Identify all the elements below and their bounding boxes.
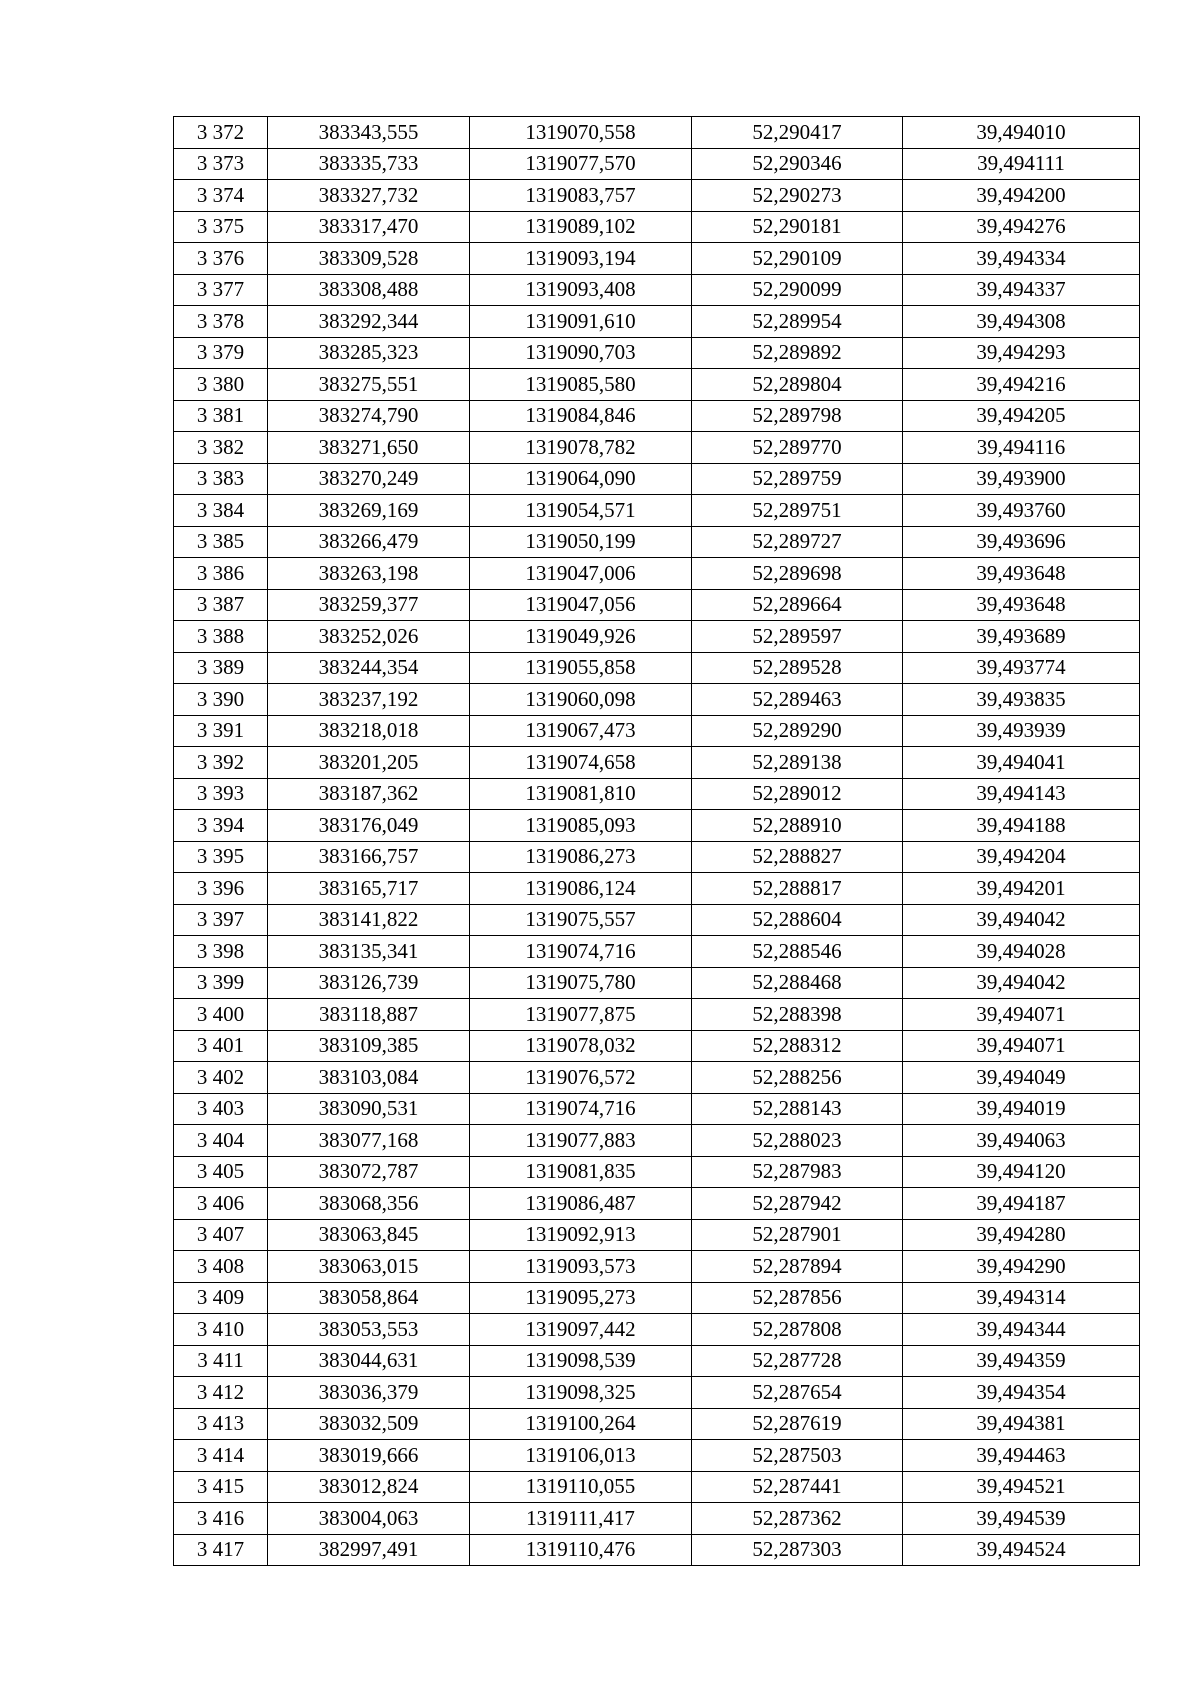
table-row — [174, 1440, 1140, 1472]
x-coordinate-cell: 383218,018 — [268, 715, 470, 747]
x-coordinate-cell: 383103,084 — [268, 1062, 470, 1094]
table-row — [174, 274, 1140, 306]
y-coordinate-cell: 1319055,858 — [470, 652, 692, 684]
latitude-cell: 52,288468 — [692, 967, 903, 999]
table-row — [174, 1282, 1140, 1314]
longitude-cell: 39,494337 — [903, 274, 1140, 306]
y-coordinate-cell: 1319090,703 — [470, 337, 692, 369]
table-row — [174, 715, 1140, 747]
point-number-cell: 3 400 — [174, 999, 268, 1031]
y-coordinate-cell: 1319049,926 — [470, 621, 692, 653]
point-number-cell: 3 409 — [174, 1282, 268, 1314]
x-coordinate-cell: 383077,168 — [268, 1125, 470, 1157]
longitude-cell: 39,493648 — [903, 589, 1140, 621]
y-coordinate-cell: 1319075,557 — [470, 904, 692, 936]
point-number-cell: 3 389 — [174, 652, 268, 684]
longitude-cell: 39,494187 — [903, 1188, 1140, 1220]
x-coordinate-cell: 383166,757 — [268, 841, 470, 873]
longitude-cell: 39,494334 — [903, 243, 1140, 275]
latitude-cell: 52,289759 — [692, 463, 903, 495]
table-row — [174, 1125, 1140, 1157]
x-coordinate-cell: 383090,531 — [268, 1093, 470, 1125]
table-row — [174, 1030, 1140, 1062]
y-coordinate-cell: 1319076,572 — [470, 1062, 692, 1094]
latitude-cell: 52,288546 — [692, 936, 903, 968]
x-coordinate-cell: 383292,344 — [268, 306, 470, 338]
point-number-cell: 3 379 — [174, 337, 268, 369]
table-row — [174, 1156, 1140, 1188]
latitude-cell: 52,288817 — [692, 873, 903, 905]
y-coordinate-cell: 1319078,032 — [470, 1030, 692, 1062]
point-number-cell: 3 406 — [174, 1188, 268, 1220]
table-row — [174, 936, 1140, 968]
y-coordinate-cell: 1319067,473 — [470, 715, 692, 747]
x-coordinate-cell: 383109,385 — [268, 1030, 470, 1062]
longitude-cell: 39,494539 — [903, 1503, 1140, 1535]
longitude-cell: 39,494071 — [903, 999, 1140, 1031]
x-coordinate-cell: 383271,650 — [268, 432, 470, 464]
point-number-cell: 3 390 — [174, 684, 268, 716]
x-coordinate-cell: 383141,822 — [268, 904, 470, 936]
longitude-cell: 39,494276 — [903, 211, 1140, 243]
longitude-cell: 39,494314 — [903, 1282, 1140, 1314]
y-coordinate-cell: 1319086,487 — [470, 1188, 692, 1220]
latitude-cell: 52,289770 — [692, 432, 903, 464]
point-number-cell: 3 374 — [174, 180, 268, 212]
y-coordinate-cell: 1319075,780 — [470, 967, 692, 999]
longitude-cell: 39,494216 — [903, 369, 1140, 401]
longitude-cell: 39,493689 — [903, 621, 1140, 653]
longitude-cell: 39,494120 — [903, 1156, 1140, 1188]
x-coordinate-cell: 383270,249 — [268, 463, 470, 495]
y-coordinate-cell: 1319047,006 — [470, 558, 692, 590]
latitude-cell: 52,289892 — [692, 337, 903, 369]
latitude-cell: 52,289698 — [692, 558, 903, 590]
latitude-cell: 52,289528 — [692, 652, 903, 684]
point-number-cell: 3 387 — [174, 589, 268, 621]
latitude-cell: 52,288312 — [692, 1030, 903, 1062]
latitude-cell: 52,289012 — [692, 778, 903, 810]
latitude-cell: 52,288256 — [692, 1062, 903, 1094]
latitude-cell: 52,289290 — [692, 715, 903, 747]
x-coordinate-cell: 383019,666 — [268, 1440, 470, 1472]
x-coordinate-cell: 383343,555 — [268, 117, 470, 149]
y-coordinate-cell: 1319083,757 — [470, 180, 692, 212]
point-number-cell: 3 410 — [174, 1314, 268, 1346]
table-row — [174, 526, 1140, 558]
y-coordinate-cell: 1319074,658 — [470, 747, 692, 779]
longitude-cell: 39,493774 — [903, 652, 1140, 684]
latitude-cell: 52,289138 — [692, 747, 903, 779]
latitude-cell: 52,287942 — [692, 1188, 903, 1220]
longitude-cell: 39,493696 — [903, 526, 1140, 558]
longitude-cell: 39,493835 — [903, 684, 1140, 716]
table-row — [174, 117, 1140, 149]
point-number-cell: 3 372 — [174, 117, 268, 149]
table-row — [174, 1093, 1140, 1125]
y-coordinate-cell: 1319100,264 — [470, 1408, 692, 1440]
x-coordinate-cell: 383004,063 — [268, 1503, 470, 1535]
y-coordinate-cell: 1319093,408 — [470, 274, 692, 306]
point-number-cell: 3 378 — [174, 306, 268, 338]
x-coordinate-cell: 383036,379 — [268, 1377, 470, 1409]
y-coordinate-cell: 1319095,273 — [470, 1282, 692, 1314]
y-coordinate-cell: 1319077,570 — [470, 148, 692, 180]
point-number-cell: 3 416 — [174, 1503, 268, 1535]
longitude-cell: 39,494205 — [903, 400, 1140, 432]
table-row — [174, 999, 1140, 1031]
x-coordinate-cell: 383269,169 — [268, 495, 470, 527]
y-coordinate-cell: 1319054,571 — [470, 495, 692, 527]
x-coordinate-cell: 383012,824 — [268, 1471, 470, 1503]
latitude-cell: 52,287856 — [692, 1282, 903, 1314]
y-coordinate-cell: 1319106,013 — [470, 1440, 692, 1472]
longitude-cell: 39,493939 — [903, 715, 1140, 747]
table-row — [174, 1534, 1140, 1566]
latitude-cell: 52,290181 — [692, 211, 903, 243]
x-coordinate-cell: 383327,732 — [268, 180, 470, 212]
longitude-cell: 39,494010 — [903, 117, 1140, 149]
latitude-cell: 52,290273 — [692, 180, 903, 212]
latitude-cell: 52,289727 — [692, 526, 903, 558]
point-number-cell: 3 386 — [174, 558, 268, 590]
longitude-cell: 39,494293 — [903, 337, 1140, 369]
x-coordinate-cell: 383068,356 — [268, 1188, 470, 1220]
table-row — [174, 337, 1140, 369]
x-coordinate-cell: 383135,341 — [268, 936, 470, 968]
x-coordinate-cell: 383285,323 — [268, 337, 470, 369]
latitude-cell: 52,287901 — [692, 1219, 903, 1251]
latitude-cell: 52,289804 — [692, 369, 903, 401]
point-number-cell: 3 407 — [174, 1219, 268, 1251]
longitude-cell: 39,494290 — [903, 1251, 1140, 1283]
point-number-cell: 3 412 — [174, 1377, 268, 1409]
table-row — [174, 1345, 1140, 1377]
latitude-cell: 52,287362 — [692, 1503, 903, 1535]
longitude-cell: 39,494143 — [903, 778, 1140, 810]
latitude-cell: 52,290109 — [692, 243, 903, 275]
point-number-cell: 3 415 — [174, 1471, 268, 1503]
latitude-cell: 52,288398 — [692, 999, 903, 1031]
latitude-cell: 52,287654 — [692, 1377, 903, 1409]
table-row — [174, 967, 1140, 999]
x-coordinate-cell: 383126,739 — [268, 967, 470, 999]
x-coordinate-cell: 383308,488 — [268, 274, 470, 306]
longitude-cell: 39,494042 — [903, 967, 1140, 999]
latitude-cell: 52,288023 — [692, 1125, 903, 1157]
table-row — [174, 243, 1140, 275]
x-coordinate-cell: 383237,192 — [268, 684, 470, 716]
longitude-cell: 39,494524 — [903, 1534, 1140, 1566]
point-number-cell: 3 384 — [174, 495, 268, 527]
table-row — [174, 148, 1140, 180]
longitude-cell: 39,493648 — [903, 558, 1140, 590]
table-row — [174, 810, 1140, 842]
table-row — [174, 1377, 1140, 1409]
longitude-cell: 39,494204 — [903, 841, 1140, 873]
longitude-cell: 39,494200 — [903, 180, 1140, 212]
table-row — [174, 432, 1140, 464]
y-coordinate-cell: 1319060,098 — [470, 684, 692, 716]
x-coordinate-cell: 383317,470 — [268, 211, 470, 243]
y-coordinate-cell: 1319074,716 — [470, 936, 692, 968]
longitude-cell: 39,494042 — [903, 904, 1140, 936]
x-coordinate-cell: 383058,864 — [268, 1282, 470, 1314]
table-row — [174, 747, 1140, 779]
longitude-cell: 39,494028 — [903, 936, 1140, 968]
latitude-cell: 52,287303 — [692, 1534, 903, 1566]
point-number-cell: 3 375 — [174, 211, 268, 243]
table-row — [174, 1251, 1140, 1283]
point-number-cell: 3 405 — [174, 1156, 268, 1188]
longitude-cell: 39,494188 — [903, 810, 1140, 842]
point-number-cell: 3 417 — [174, 1534, 268, 1566]
latitude-cell: 52,287983 — [692, 1156, 903, 1188]
y-coordinate-cell: 1319086,273 — [470, 841, 692, 873]
x-coordinate-cell: 383244,354 — [268, 652, 470, 684]
longitude-cell: 39,494116 — [903, 432, 1140, 464]
longitude-cell: 39,494280 — [903, 1219, 1140, 1251]
latitude-cell: 52,287503 — [692, 1440, 903, 1472]
y-coordinate-cell: 1319111,417 — [470, 1503, 692, 1535]
table-row — [174, 1314, 1140, 1346]
table-row — [174, 1408, 1140, 1440]
latitude-cell: 52,287441 — [692, 1471, 903, 1503]
latitude-cell: 52,289954 — [692, 306, 903, 338]
latitude-cell: 52,290346 — [692, 148, 903, 180]
x-coordinate-cell: 383072,787 — [268, 1156, 470, 1188]
coordinates-table-body — [174, 117, 1140, 1566]
latitude-cell: 52,289597 — [692, 621, 903, 653]
table-row — [174, 1503, 1140, 1535]
table-row — [174, 778, 1140, 810]
point-number-cell: 3 404 — [174, 1125, 268, 1157]
point-number-cell: 3 401 — [174, 1030, 268, 1062]
latitude-cell: 52,287894 — [692, 1251, 903, 1283]
table-row — [174, 180, 1140, 212]
longitude-cell: 39,494463 — [903, 1440, 1140, 1472]
longitude-cell: 39,494359 — [903, 1345, 1140, 1377]
y-coordinate-cell: 1319070,558 — [470, 117, 692, 149]
y-coordinate-cell: 1319077,883 — [470, 1125, 692, 1157]
x-coordinate-cell: 383165,717 — [268, 873, 470, 905]
x-coordinate-cell: 383263,198 — [268, 558, 470, 590]
x-coordinate-cell: 383252,026 — [268, 621, 470, 653]
y-coordinate-cell: 1319081,810 — [470, 778, 692, 810]
point-number-cell: 3 377 — [174, 274, 268, 306]
longitude-cell: 39,494308 — [903, 306, 1140, 338]
table-row — [174, 558, 1140, 590]
y-coordinate-cell: 1319092,913 — [470, 1219, 692, 1251]
point-number-cell: 3 394 — [174, 810, 268, 842]
point-number-cell: 3 373 — [174, 148, 268, 180]
y-coordinate-cell: 1319098,539 — [470, 1345, 692, 1377]
point-number-cell: 3 393 — [174, 778, 268, 810]
longitude-cell: 39,493900 — [903, 463, 1140, 495]
table-row — [174, 400, 1140, 432]
point-number-cell: 3 402 — [174, 1062, 268, 1094]
y-coordinate-cell: 1319089,102 — [470, 211, 692, 243]
table-row — [174, 306, 1140, 338]
longitude-cell: 39,494049 — [903, 1062, 1140, 1094]
point-number-cell: 3 413 — [174, 1408, 268, 1440]
table-row — [174, 463, 1140, 495]
x-coordinate-cell: 382997,491 — [268, 1534, 470, 1566]
latitude-cell: 52,287619 — [692, 1408, 903, 1440]
longitude-cell: 39,494019 — [903, 1093, 1140, 1125]
table-row — [174, 589, 1140, 621]
longitude-cell: 39,494344 — [903, 1314, 1140, 1346]
x-coordinate-cell: 383201,205 — [268, 747, 470, 779]
x-coordinate-cell: 383063,845 — [268, 1219, 470, 1251]
y-coordinate-cell: 1319085,580 — [470, 369, 692, 401]
table-row — [174, 369, 1140, 401]
table-row — [174, 1062, 1140, 1094]
longitude-cell: 39,494521 — [903, 1471, 1140, 1503]
latitude-cell: 52,289664 — [692, 589, 903, 621]
y-coordinate-cell: 1319074,716 — [470, 1093, 692, 1125]
table-row — [174, 621, 1140, 653]
longitude-cell: 39,494111 — [903, 148, 1140, 180]
point-number-cell: 3 388 — [174, 621, 268, 653]
longitude-cell: 39,494201 — [903, 873, 1140, 905]
coordinates-table — [173, 116, 1140, 1566]
point-number-cell: 3 376 — [174, 243, 268, 275]
longitude-cell: 39,494071 — [903, 1030, 1140, 1062]
x-coordinate-cell: 383309,528 — [268, 243, 470, 275]
x-coordinate-cell: 383187,362 — [268, 778, 470, 810]
y-coordinate-cell: 1319091,610 — [470, 306, 692, 338]
y-coordinate-cell: 1319077,875 — [470, 999, 692, 1031]
longitude-cell: 39,494063 — [903, 1125, 1140, 1157]
y-coordinate-cell: 1319064,090 — [470, 463, 692, 495]
latitude-cell: 52,290099 — [692, 274, 903, 306]
x-coordinate-cell: 383118,887 — [268, 999, 470, 1031]
x-coordinate-cell: 383053,553 — [268, 1314, 470, 1346]
table-row — [174, 211, 1140, 243]
table-row — [174, 684, 1140, 716]
x-coordinate-cell: 383259,377 — [268, 589, 470, 621]
x-coordinate-cell: 383063,015 — [268, 1251, 470, 1283]
point-number-cell: 3 381 — [174, 400, 268, 432]
y-coordinate-cell: 1319085,093 — [470, 810, 692, 842]
table-row — [174, 873, 1140, 905]
y-coordinate-cell: 1319078,782 — [470, 432, 692, 464]
y-coordinate-cell: 1319084,846 — [470, 400, 692, 432]
point-number-cell: 3 397 — [174, 904, 268, 936]
y-coordinate-cell: 1319081,835 — [470, 1156, 692, 1188]
point-number-cell: 3 414 — [174, 1440, 268, 1472]
y-coordinate-cell: 1319086,124 — [470, 873, 692, 905]
point-number-cell: 3 383 — [174, 463, 268, 495]
longitude-cell: 39,494354 — [903, 1377, 1140, 1409]
latitude-cell: 52,288604 — [692, 904, 903, 936]
point-number-cell: 3 403 — [174, 1093, 268, 1125]
y-coordinate-cell: 1319093,573 — [470, 1251, 692, 1283]
x-coordinate-cell: 383274,790 — [268, 400, 470, 432]
table-row — [174, 904, 1140, 936]
point-number-cell: 3 385 — [174, 526, 268, 558]
point-number-cell: 3 391 — [174, 715, 268, 747]
y-coordinate-cell: 1319047,056 — [470, 589, 692, 621]
x-coordinate-cell: 383266,479 — [268, 526, 470, 558]
table-row — [174, 841, 1140, 873]
point-number-cell: 3 411 — [174, 1345, 268, 1377]
point-number-cell: 3 408 — [174, 1251, 268, 1283]
table-row — [174, 1219, 1140, 1251]
table-row — [174, 652, 1140, 684]
point-number-cell: 3 395 — [174, 841, 268, 873]
x-coordinate-cell: 383032,509 — [268, 1408, 470, 1440]
y-coordinate-cell: 1319093,194 — [470, 243, 692, 275]
y-coordinate-cell: 1319110,055 — [470, 1471, 692, 1503]
x-coordinate-cell: 383335,733 — [268, 148, 470, 180]
longitude-cell: 39,494381 — [903, 1408, 1140, 1440]
latitude-cell: 52,289463 — [692, 684, 903, 716]
x-coordinate-cell: 383275,551 — [268, 369, 470, 401]
longitude-cell: 39,493760 — [903, 495, 1140, 527]
y-coordinate-cell: 1319110,476 — [470, 1534, 692, 1566]
latitude-cell: 52,288827 — [692, 841, 903, 873]
y-coordinate-cell: 1319097,442 — [470, 1314, 692, 1346]
longitude-cell: 39,494041 — [903, 747, 1140, 779]
table-row — [174, 1188, 1140, 1220]
point-number-cell: 3 398 — [174, 936, 268, 968]
latitude-cell: 52,288143 — [692, 1093, 903, 1125]
point-number-cell: 3 380 — [174, 369, 268, 401]
table-row — [174, 1471, 1140, 1503]
point-number-cell: 3 392 — [174, 747, 268, 779]
x-coordinate-cell: 383044,631 — [268, 1345, 470, 1377]
point-number-cell: 3 396 — [174, 873, 268, 905]
latitude-cell: 52,287808 — [692, 1314, 903, 1346]
point-number-cell: 3 382 — [174, 432, 268, 464]
latitude-cell: 52,287728 — [692, 1345, 903, 1377]
y-coordinate-cell: 1319098,325 — [470, 1377, 692, 1409]
point-number-cell: 3 399 — [174, 967, 268, 999]
latitude-cell: 52,290417 — [692, 117, 903, 149]
y-coordinate-cell: 1319050,199 — [470, 526, 692, 558]
table-row — [174, 495, 1140, 527]
latitude-cell: 52,288910 — [692, 810, 903, 842]
latitude-cell: 52,289751 — [692, 495, 903, 527]
latitude-cell: 52,289798 — [692, 400, 903, 432]
x-coordinate-cell: 383176,049 — [268, 810, 470, 842]
